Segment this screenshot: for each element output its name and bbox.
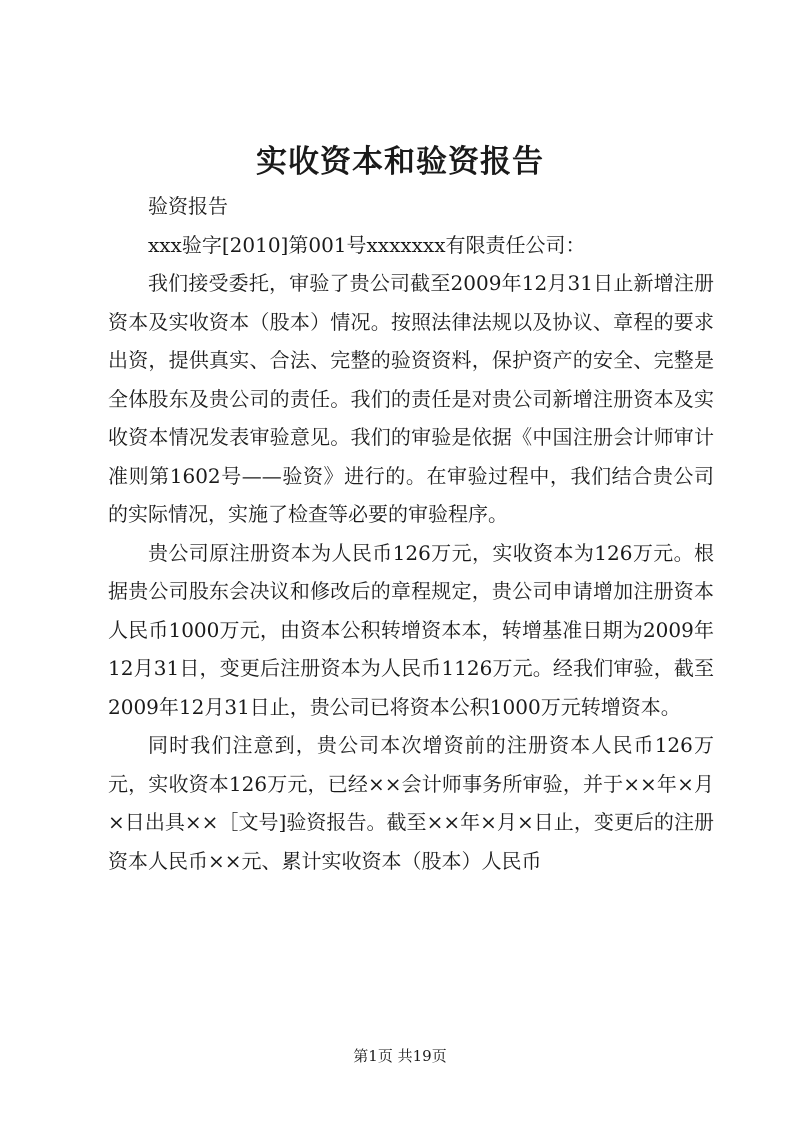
paragraph-responsibility: 我们接受委托，审验了贵公司截至2009年12月31日止新增注册资本及实收资本（股本）情况。按照法律法规以及协议、章程的要求出资，提供真实、合法、完整的验资资料，保护资产的安全、完整是全体股东及贵公司的责任。我们的责任是对贵公司新增注册资本及实收资本情况发表审验意见。我们的审验是依据《中国注册会计师审计准则第1602号——验资》进行的。在审验过程中，我们结合贵公司的实际情况，实施了检查等必要的审验程序。 — [108, 271, 714, 526]
page-footer: 第1页 共19页 — [353, 1047, 447, 1065]
paragraph-prior-capital: 同时我们注意到，贵公司本次增资前的注册资本人民币126万元，实收资本126万元，已经××会计师事务所审验，并于××年×月×日出具××［文号]验资报告。截至××年×月×日止，变更后的注册资本人民币××元、累计实收资本（股本）人民币 — [108, 733, 714, 873]
document-title: 实收资本和验资报告 — [256, 144, 544, 180]
document-body — [108, 187, 714, 880]
paragraph-capital-change: 贵公司原注册资本为人民币126万元，实收资本为126万元。根据贵公司股东会决议和修改后的章程规定，贵公司申请增加注册资本人民币1000万元，由资本公积转增资本本，转增基准日期为2009年12月31日，变更后注册资本为人民币1126万元。经我们审验，截至2009年12月31日止，贵公司已将资本公积1000万元转增资本。 — [108, 540, 714, 719]
paragraph-addressee: xxx验字[2010]第001号xxxxxxx有限责任公司： — [148, 232, 586, 257]
paragraph-heading: 验资报告 — [148, 194, 228, 218]
